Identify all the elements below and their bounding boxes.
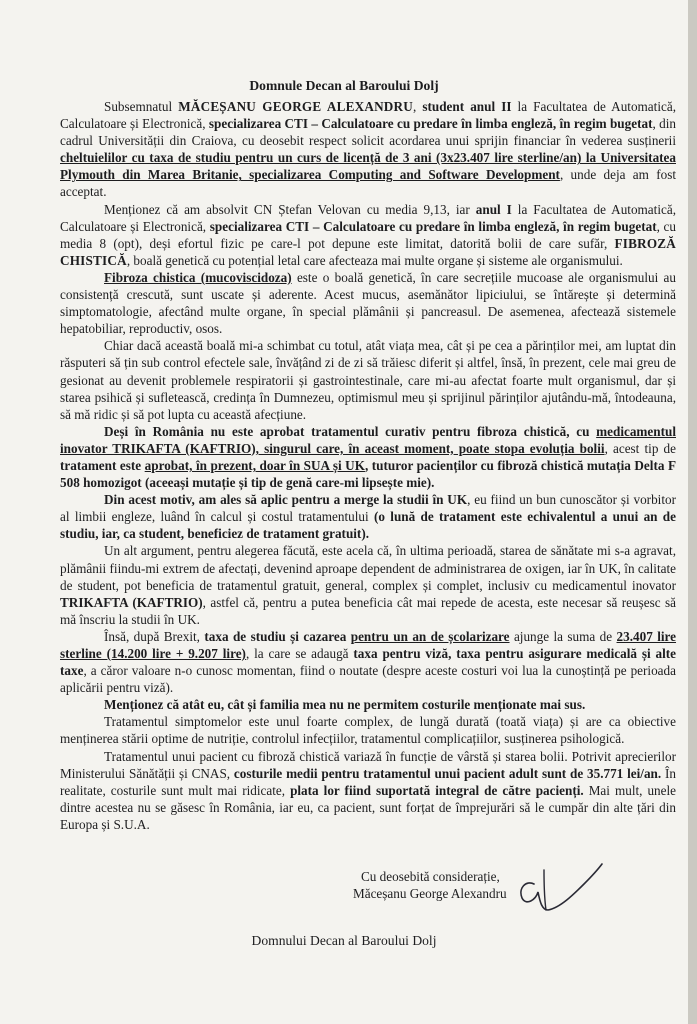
text: , din cadrul Universității din Craiova, cu deosebit respect solicit acordarea unui sprijin financiar în vederea susținerii [60, 116, 676, 149]
closing-name: Măceșanu George Alexandru [353, 886, 507, 901]
text: Menționez că am absolvit CN Ștefan Velovan cu media 9,13, iar [104, 201, 476, 217]
paragraph-studies [60, 201, 676, 269]
text: Chiar dacă această boală mi-a schimbat cu totul, atât viața mea, cât și pe cea a părinților mei, am luptat din răsputeri să țin sub control efectele sale, învățând zi de zi să trăiesc diferit și altfel, însă, în prezent, cele mai greu de gesionat au devenit problemele respiratorii și gastrointestinale, care mi-au afectat foarte mult organismul, dar și starea psihică și sufletească, credința în Dumnezeu, optimismul meu și sprijinul părinților ajutându-mă, întodeauna, să mă ridic și să pot lupta cu această afecțiune. [60, 338, 676, 422]
bold-underlined-text: 23.407 lire sterline (14.200 lire + 9.207 lire) [60, 628, 677, 661]
text: , cu media 8 (opt), deși efortul fizic pe care-l pot depune este limitat, datorită bolii de care sufăr, [60, 218, 677, 251]
closing-regards: Cu deosebită considerație, [361, 869, 500, 884]
bold-text: (o lună de tratament este echivalentul a unui an de studiu, iar, ca student, beneficiez de tratament gratuit). [60, 509, 676, 542]
bold-text: Menționez că atât eu, cât și familia mea nu ne permitem costurile menționate mai sus. [104, 697, 586, 713]
text: Tratamentul unui pacient cu fibroză chistică variază în funcție de vârstă și starea bolii. Potrivit aprecierilor Ministerului Sănătății și CNAS, [60, 748, 676, 781]
letter-footer: Domnului Decan al Baroului Dolj [251, 933, 437, 948]
bold-text: FIBROZĂ CHISTICĂ [60, 235, 676, 268]
bold-text: anul I [475, 201, 512, 217]
page-edge [688, 0, 697, 1024]
paragraph-statement [60, 696, 676, 713]
paragraph-struggle [60, 337, 676, 422]
text: , [412, 99, 423, 114]
bold-text: Deși în România nu este aprobat tratamentul curativ pentru fibroza chistică, cu [104, 423, 597, 439]
paragraph-costs [60, 628, 676, 696]
bold-underlined-text: pentru un an de școlarizare [350, 628, 510, 644]
paragraph-disease [60, 269, 676, 337]
text: Tratamentul simptomelor este unul foarte complex, de lungă durată (toată viața) și are ca obiective menținerea stării optime de nutriție, controlul infecțiilor, tratamentul complicațiilor, susținerea psihologică. [60, 714, 676, 747]
text: la Facultatea de Automatică, Calculatoare și Electronică, [60, 201, 676, 234]
text: , astfel că, pentru a putea beneficia cât mai repede de acesta, este necesar să reușesc să mă înscriu la studii în UK. [60, 594, 676, 627]
bold-text: Din acest motiv, am ales să aplic pentru a merge la studii în UK [104, 492, 468, 508]
text: Mai mult, unele dintre acestea nu se găsesc în România, iar eu, ca pacient, sunt forțat de împrejurări să le cumpăr din alte țări din Europa și S.U.A. [60, 782, 677, 832]
bold-text: student anul II [422, 99, 512, 114]
paragraph-average-costs [60, 748, 676, 833]
text: Însă, după Brexit, [104, 628, 205, 644]
handwritten-signature [504, 850, 614, 920]
text: , eu fiind un bun cunoscător și vorbitor al limbii engleze, luând în calcul și costul tratamentului [60, 492, 676, 525]
bold-underlined-text: Fibroza chistica (mucoviscidoza) [104, 269, 292, 285]
text: Subsemnatul [104, 99, 179, 114]
letter-title: Domnule Decan al Baroului Dolj [249, 78, 439, 93]
bold-text: taxa pentru viză, taxa pentru asigurare medicală și alte taxe [60, 646, 677, 679]
text: este o boală genetică, în care secrețiile mucoase ale organismului au consistență crescută, sunt uscate și aderente. Acest mucus, asemănător lipiciului, se întărește și determină simptomatologie, afectând multe organe, în special plămânii și pancreasul. De asemenea, afectează sistemele hepatobiliar, reproductiv, osos. [60, 269, 676, 337]
bold-text: , tuturor pacienților cu fibroză chistică mutația Delta F 508 homozigot (aceeași mutație și tip de genă care-mi lipsește mie). [60, 457, 677, 491]
paragraph-reason [60, 491, 676, 542]
text: , boală genetică cu potențial letal care afecteaza mai multe organe și sisteme ale organismului. [126, 252, 623, 268]
text: , acest tip de [604, 440, 676, 456]
paragraph-argument [60, 542, 676, 627]
text: În realitate, costurile sunt mult mai ridicate, [60, 765, 676, 798]
bold-underlined-text: medicamentul inovator TRIKAFTA (KAFTRIO), singurul care, în aceast moment, poate stopa evoluția bolii [60, 423, 676, 456]
text: ajunge la suma de [509, 628, 617, 644]
text: la Facultatea de Automatică, Calculatoare și Electronică, [60, 99, 676, 132]
text: , a căror valoare n-o cunosc momentan, fiind o noutate (despre aceste costuri voi lua la cunoștință pe perioada aplicării pentru viză). [60, 663, 676, 696]
bold-text: TRIKAFTA (KAFTRIO) [60, 594, 203, 610]
applicant-name: MĂCEȘANU GEORGE ALEXANDRU [178, 99, 413, 114]
bold-text: taxa de studiu și cazarea [204, 628, 351, 644]
bold-text: plata lor fiind suportată integral de către pacienți. [290, 782, 584, 798]
bold-text: specializarea CTI – Calculatoare cu predare în limba engleză, în regim bugetat [208, 116, 653, 132]
bold-text: tratament este [60, 457, 145, 473]
paragraph-treatment [60, 423, 676, 491]
text: , unde deja am fost acceptat. [60, 167, 676, 200]
text: Un alt argument, pentru alegerea făcută, este acela că, în ultima perioadă, starea de sănătate mi s-a agravat, plămânii fiindu-mi extrem de afectați, devenind aproape dependent de administrarea de oxigen, iar în UK, în calitate de student, pot beneficia de tratamentul gratuit, general, complex și complet, inclusiv cu medicamentul inovator [60, 543, 676, 593]
text: , la care se adaugă [245, 646, 354, 661]
closing-block [353, 868, 507, 902]
paragraph-symptoms [60, 713, 676, 747]
bold-text: costurile medii pentru tratamentul unui pacient adult sunt de 35.771 lei/an. [233, 765, 662, 781]
paragraph-request [60, 98, 676, 201]
bold-underlined-text: cheltuielilor cu taxa de studiu pentru un curs de licență de 3 ani (3x23.407 lire sterline/an) la Universitatea Plymouth din Marea Britanie, specializarea Computing and Software Development [60, 150, 676, 183]
bold-text: specializarea CTI – Calculatoare cu predare în limba engleză, în regim bugetat [209, 218, 657, 234]
bold-underlined-text: aprobat, în prezent, doar în SUA și UK [144, 457, 365, 473]
letter-body [60, 98, 676, 833]
